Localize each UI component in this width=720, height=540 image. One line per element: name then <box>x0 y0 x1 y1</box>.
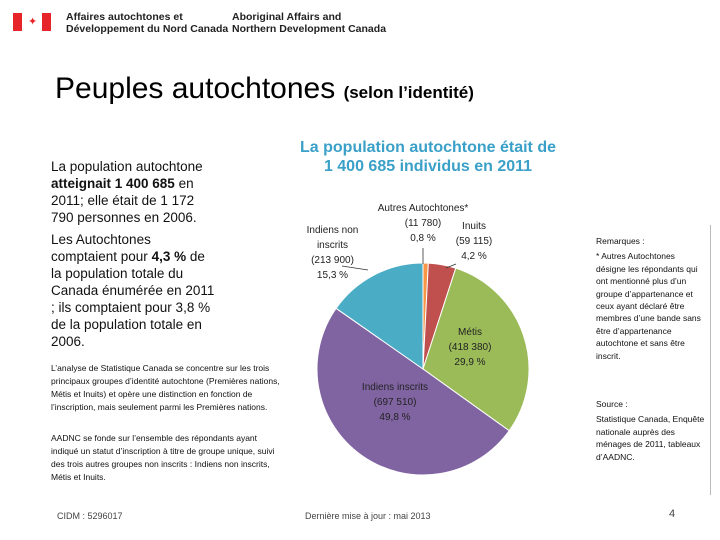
source: Source : Statistique Canada, Enquête nationale auprès des ménages de 2011, tableaux d’AADNC. <box>596 399 705 462</box>
label-indiens-inscrits: Indiens inscrits (697 510) 49,8 % <box>361 382 429 423</box>
header-fr: Affaires autochtones et Développement du Nord Canada <box>66 11 229 35</box>
analysis-text: L’analyse de Statistique Canada se concentre sur les trois principaux groupes d’identité autochtone (Premières nations, Métis et Inuits) et opère une distinction en fonction de l’inscription, mais seulement parmi les Premières nations. <box>51 363 280 412</box>
label-metis: Métis (418 380) 29,9 % <box>448 327 492 368</box>
label-autres: Autres Autochtones* (11 780) 0,8 % <box>377 203 469 244</box>
chart-title: La population autochtone était de 1 400 685 individus en 2011 <box>300 139 556 175</box>
header-en: Aboriginal Affairs and Northern Development Canada <box>232 11 387 35</box>
aadnc-text: AADNC se fonde sur l’ensemble des répondants ayant indiqué un statut d’inscription à titre de groupe unique, suivi des trois autres groupes non inscrits : Indiens non inscrits, Métis et Inuits. <box>51 433 275 482</box>
last-updated: Dernière mise à jour : mai 2013 <box>305 511 431 521</box>
divider <box>710 225 711 495</box>
cidm-number: CIDM : 5296017 <box>57 511 123 521</box>
label-non-inscrits: Indiens non inscrits (213 900) 15,3 % <box>306 225 359 281</box>
page-number: 4 <box>669 508 676 520</box>
canada-flag-icon: ✦ <box>13 13 51 31</box>
share-text: Les Autochtones comptaient pour 4,3 % de la population totale du Canada énumérée en 2011 ; ils comptaient pour 3,8 % de la population totale en 2006. <box>51 232 215 349</box>
intro-text: La population autochtone atteignait 1 400 685 en 2011; elle était de 1 172 790 personnes en 2006. <box>51 159 203 225</box>
remarks: Remarques : * Autres Autochtones désigne les répondants qui ont mentionné plus d’un groupe d’appartenance et ceux ayant déclaré être membres d’une bande sans être d’appartenance autochtone et sans être inscrit. <box>596 236 701 361</box>
page-title: Peuples autochtones (selon l’identité) <box>55 72 474 105</box>
label-inuits: Inuits (59 115) 4,2 % <box>455 221 493 262</box>
